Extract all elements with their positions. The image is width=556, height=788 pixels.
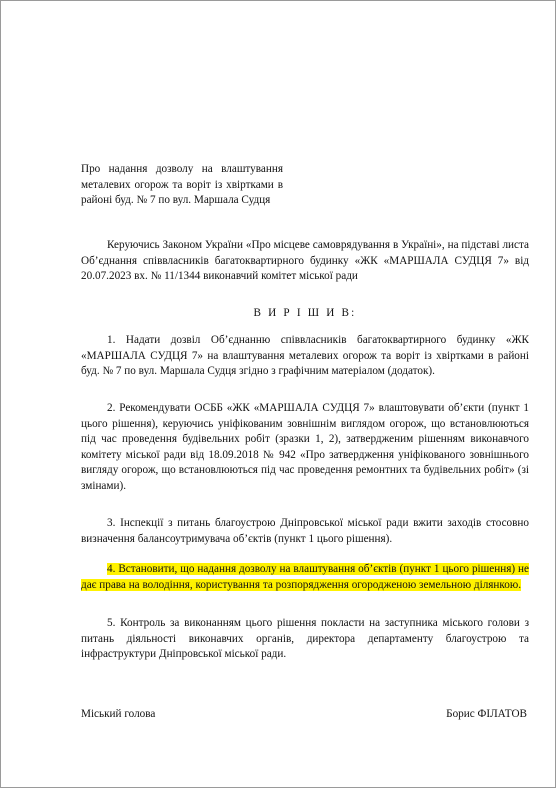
decision-item-1-text: 1. Надати дозвіл Об’єднанню співвласників багатоквартирного будинку «ЖК «МАРШАЛА СУДЦЯ 7» на влаштування металевих огорож та воріт із хвіртками в районі буд. № 7 по вул. Маршала Судця згідно з графічним матеріалом (додаток). xyxy=(81,334,529,378)
decision-item-4-highlighted-text: 4. Встановити, що надання дозволу на влаштування об’єктів (пункт 1 цього рішення) не дає права на володіння, користування та розпорядження огородженою земельною ділянкою. xyxy=(81,563,529,591)
decision-item-5 xyxy=(81,616,529,663)
decision-heading: В И Р І Ш И В: xyxy=(253,307,357,319)
decision-item-4 xyxy=(81,562,529,593)
preamble-paragraph: Керуючись Законом України «Про місцеве самоврядування в Україні», на підставі листа Об’єднання співвласників багатоквартирного будинку «ЖК «МАРШАЛА СУДЦЯ 7» від 20.07.2023 вх. № 11/1344 виконавчий комітет міської ради xyxy=(81,239,529,283)
decision-item-1 xyxy=(81,333,529,380)
signature-name: Борис ФІЛАТОВ xyxy=(446,708,527,720)
decision-item-3 xyxy=(81,516,529,547)
decision-item-5-text: 5. Контроль за виконанням цього рішення покласти на заступника міського голови з питань діяльності виконавчих органів, директора департаменту благоустрою та інфраструктури Дніпровської міської ради. xyxy=(81,617,529,661)
decision-item-2-text: 2. Рекомендувати ОСББ «ЖК «МАРШАЛА СУДЦЯ 7» влаштовувати об’єкти (пункт 1 цього рішення), керуючись уніфікованим зовнішнім виглядом огорож, що встановлюються під час проведення будівельних робіт (зразки 1, 2), затвердженим рішенням виконавчого комітету міської ради від 18.09.2018 № 942 «Про затвердження уніфікованого зовнішнього вигляду огорож, що встановлюються під час проведення ремонтних та будівельних робіт» (зі змінами). xyxy=(81,402,529,492)
decision-item-2 xyxy=(81,401,529,495)
signature-title: Міський голова xyxy=(81,708,156,720)
decision-subject: Про надання дозволу на влаштування металевих огорож та воріт із хвіртками в районі буд. № 7 по вул. Маршала Судця xyxy=(81,163,283,207)
decision-item-3-text: 3. Інспекції з питань благоустрою Дніпровської міської ради вжити заходів стосовно визначення балансоутримувача об’єктів (пункт 1 цього рішення). xyxy=(81,517,529,545)
